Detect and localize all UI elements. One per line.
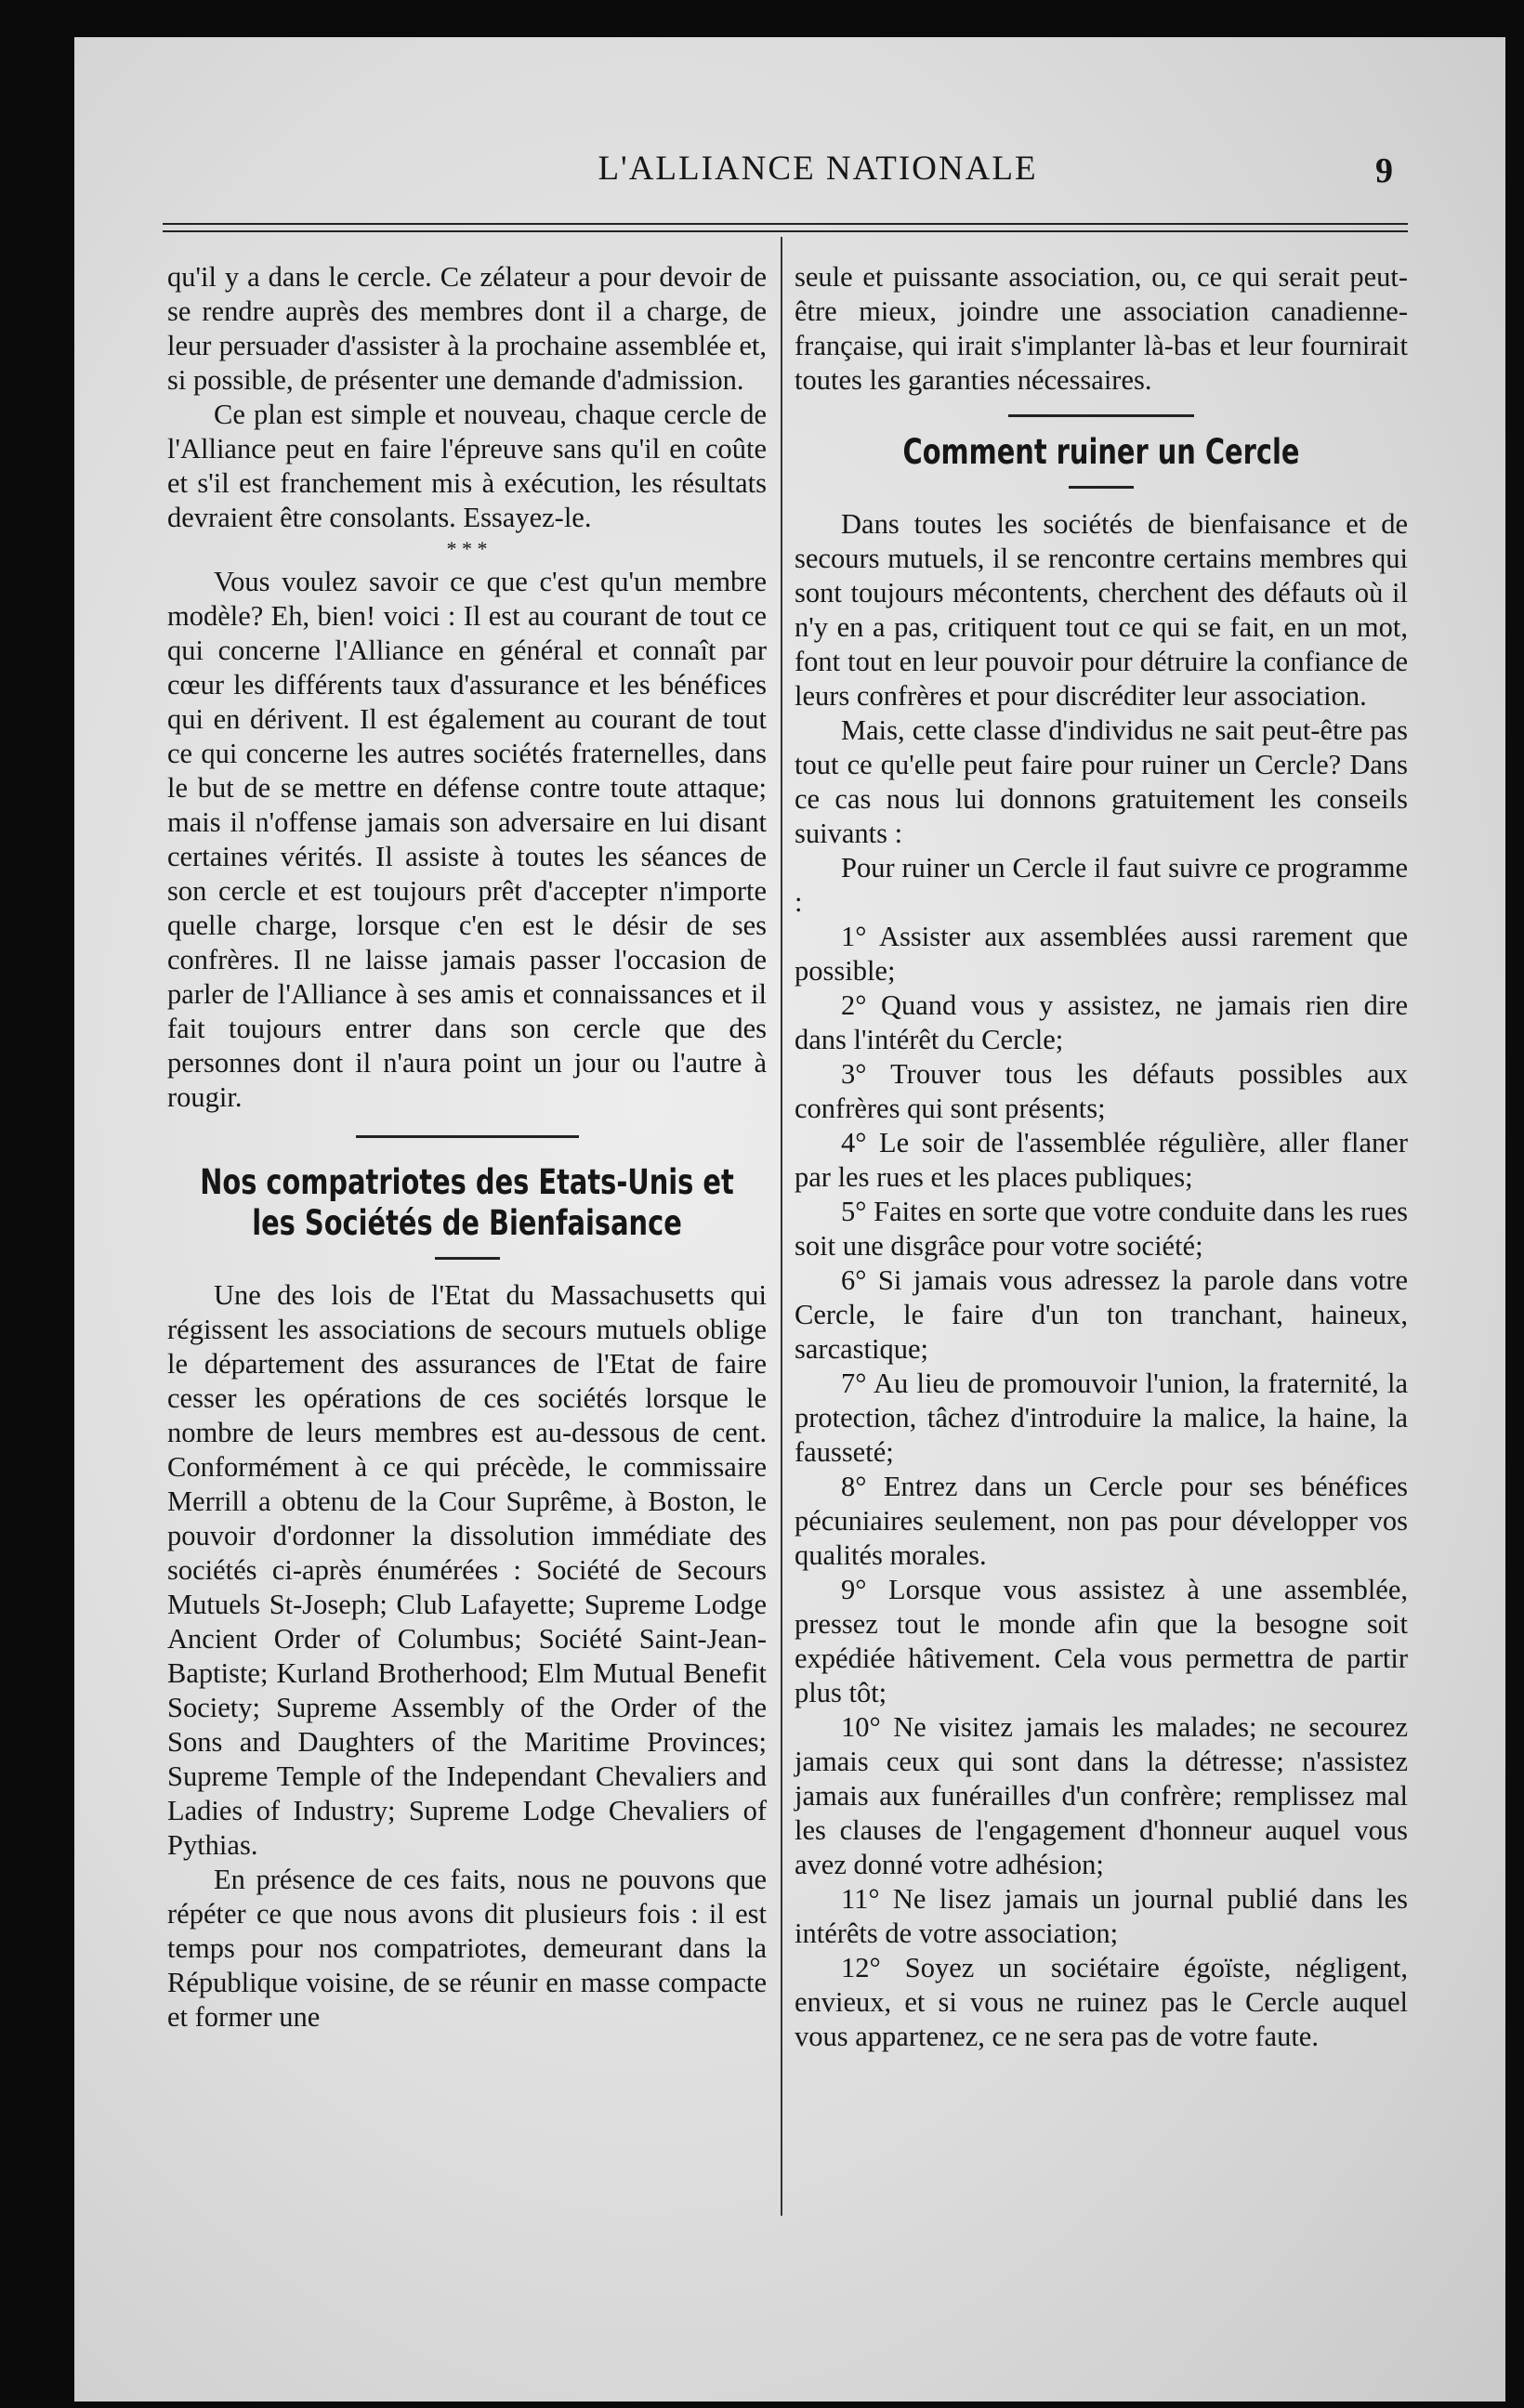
list-item: 8° Entrez dans un Cercle pour ses bénéfices pécuniaires seulement, non pas pour développer vos qualités morales. [795,1471,1408,1571]
header-rule [163,223,1408,232]
running-title: L'ALLIANCE NATIONALE [598,150,1038,188]
paragraph: Mais, cette classe d'individus ne sait peut-être pas tout ce qu'elle peut faire pour ruiner un Cercle? Dans ce cas nous lui donnons gratuitement les conseils suivants : [795,714,1408,849]
section-rule [356,1135,579,1138]
list-item: 3° Trouver tous les défauts possibles aux confrères qui sont présents; [795,1058,1408,1124]
paragraph: En présence de ces faits, nous ne pouvons que répéter ce que nous avons dit plusieurs fois : il est temps pour nos compatriotes, demeurant dans la République voisine, de se réunir en masse compacte et former une [167,1864,767,2033]
article-heading: Nos compatriotes des Etats-Unis et les Sociétés de Bienfaisance [200,1162,734,1243]
list-item: 5° Faites en sorte que votre conduite dans les rues soit une disgrâce pour votre société; [795,1196,1408,1262]
paragraph: Vous voulez savoir ce que c'est qu'un membre modèle? Eh, bien! voici : Il est au courant de tout ce qui concerne l'Alliance en général et connaît par cœur les différents taux d'assurance et les bénéfices qui en dérivent. Il est également au courant de tout ce qui concerne les autres sociétés fraternelles, dans le but de se mettre en défense contre toute attaque; mais il n'offense jamais son adversaire en lui disant certaines vérités. Il assiste à toutes les séances de son cercle et est toujours prêt d'accepter n'importe quelle charge, lorsque c'en est le désir de ses confrères. Il ne laisse jamais passer l'occasion de parler de l'Alliance à ses amis et connaissances et il fait toujours entrer dans son cercle que des personnes dont il n'aura point un jour ou l'autre à rougir. [167,566,767,1113]
magazine-page [74,37,1505,2401]
paragraph: qu'il y a dans le cercle. Ce zélateur a pour devoir de se rendre auprès des membres dont il a charge, de leur persuader d'assister à la prochaine assemblée et, si possible, de présenter une demande d'admission. [167,261,767,396]
list-item: 11° Ne lisez jamais un journal publié dans les intérêts de votre association; [795,1883,1408,1949]
list-item: 1° Assister aux assemblées aussi rarement que possible; [795,921,1408,987]
list-item: 12° Soyez un sociétaire égoïste, négligent, envieux, et si vous ne ruinez pas le Cercle auquel vous appartenez, ce ne sera pas de votre faute. [795,1952,1408,2052]
paragraph: Pour ruiner un Cercle il faut suivre ce programme : [795,852,1408,918]
page-header [74,149,1505,204]
heading-rule [435,1257,500,1260]
asterism: * * * [446,537,488,560]
section-rule [1008,414,1194,417]
left-column [167,260,767,2035]
list-item: 9° Lorsque vous assistez à une assemblée, pressez tout le monde afin que la besogne soit expédiée hâtivement. Cela vous permettra de partir plus tôt; [795,1574,1408,1708]
list-item: 4° Le soir de l'assemblée régulière, aller flaner par les rues et les places publiques; [795,1127,1408,1193]
heading-rule [1069,486,1134,489]
paragraph: Une des lois de l'Etat du Massachusetts qui régissent les associations de secours mutuels oblige le département des assurances de l'Etat de faire cesser les opérations de ces sociétés lorsque le nombre de leurs membres est au-dessous de cent. Conformément à ce qui précède, le commissaire Merrill a obtenu de la Cour Suprême, à Boston, le pouvoir d'ordonner la dissolution immédiate des sociétés ci-après énumérées : Société de Secours Mutuels St-Joseph; Club Lafayette; Supreme Lodge Ancient Order of Columbus; Société Saint-Jean-Baptiste; Kurland Brotherhood; Elm Mutual Benefit Society; Supreme Assembly of the Order of the Sons and Daughters of the Maritime Provinces; Supreme Temple of the Independant Chevaliers and Ladies of Industry; Supreme Lodge Chevaliers of Pythias. [167,1279,767,1861]
list-item: 10° Ne visitez jamais les malades; ne secourez jamais ceux qui sont dans la détresse; n'assistez jamais aux funérailles d'un confrère; remplissez mal les clauses de l'engagement d'honneur auquel vous avez donné votre adhésion; [795,1711,1408,1880]
right-column [795,260,1408,2054]
article-heading: Comment ruiner un Cercle [902,432,1300,472]
advice-list [795,920,1408,2054]
paragraph: seule et puissante association, ou, ce qui serait peut-être mieux, joindre une association canadienne-française, qui irait s'implanter là-bas et leur fournirait toutes les garanties nécessaires. [795,261,1408,396]
paragraph: Dans toutes les sociétés de bienfaisance et de secours mutuels, il se rencontre certains membres qui sont toujours mécontents, cherchent des défauts où il n'y en a pas, critiquent tout ce qui se fait, en un mot, font tout en leur pouvoir pour détruire la confiance de leurs confrères et pour discréditer leur association. [795,508,1408,712]
list-item: 7° Au lieu de promouvoir l'union, la fraternité, la protection, tâchez d'introduire la malice, la haine, la fausseté; [795,1368,1408,1468]
list-item: 6° Si jamais vous adressez la parole dans votre Cercle, le faire d'un ton tranchant, haineux, sarcastique; [795,1264,1408,1365]
paragraph: Ce plan est simple et nouveau, chaque cercle de l'Alliance peut en faire l'épreuve sans qu'il en coûte et s'il est franchement mis à exécution, les résultats devraient être consolants. Essayez-le. [167,399,767,533]
column-divider [781,237,782,2216]
page-number: 9 [1375,151,1393,190]
list-item: 2° Quand vous y assistez, ne jamais rien dire dans l'intérêt du Cercle; [795,989,1408,1055]
